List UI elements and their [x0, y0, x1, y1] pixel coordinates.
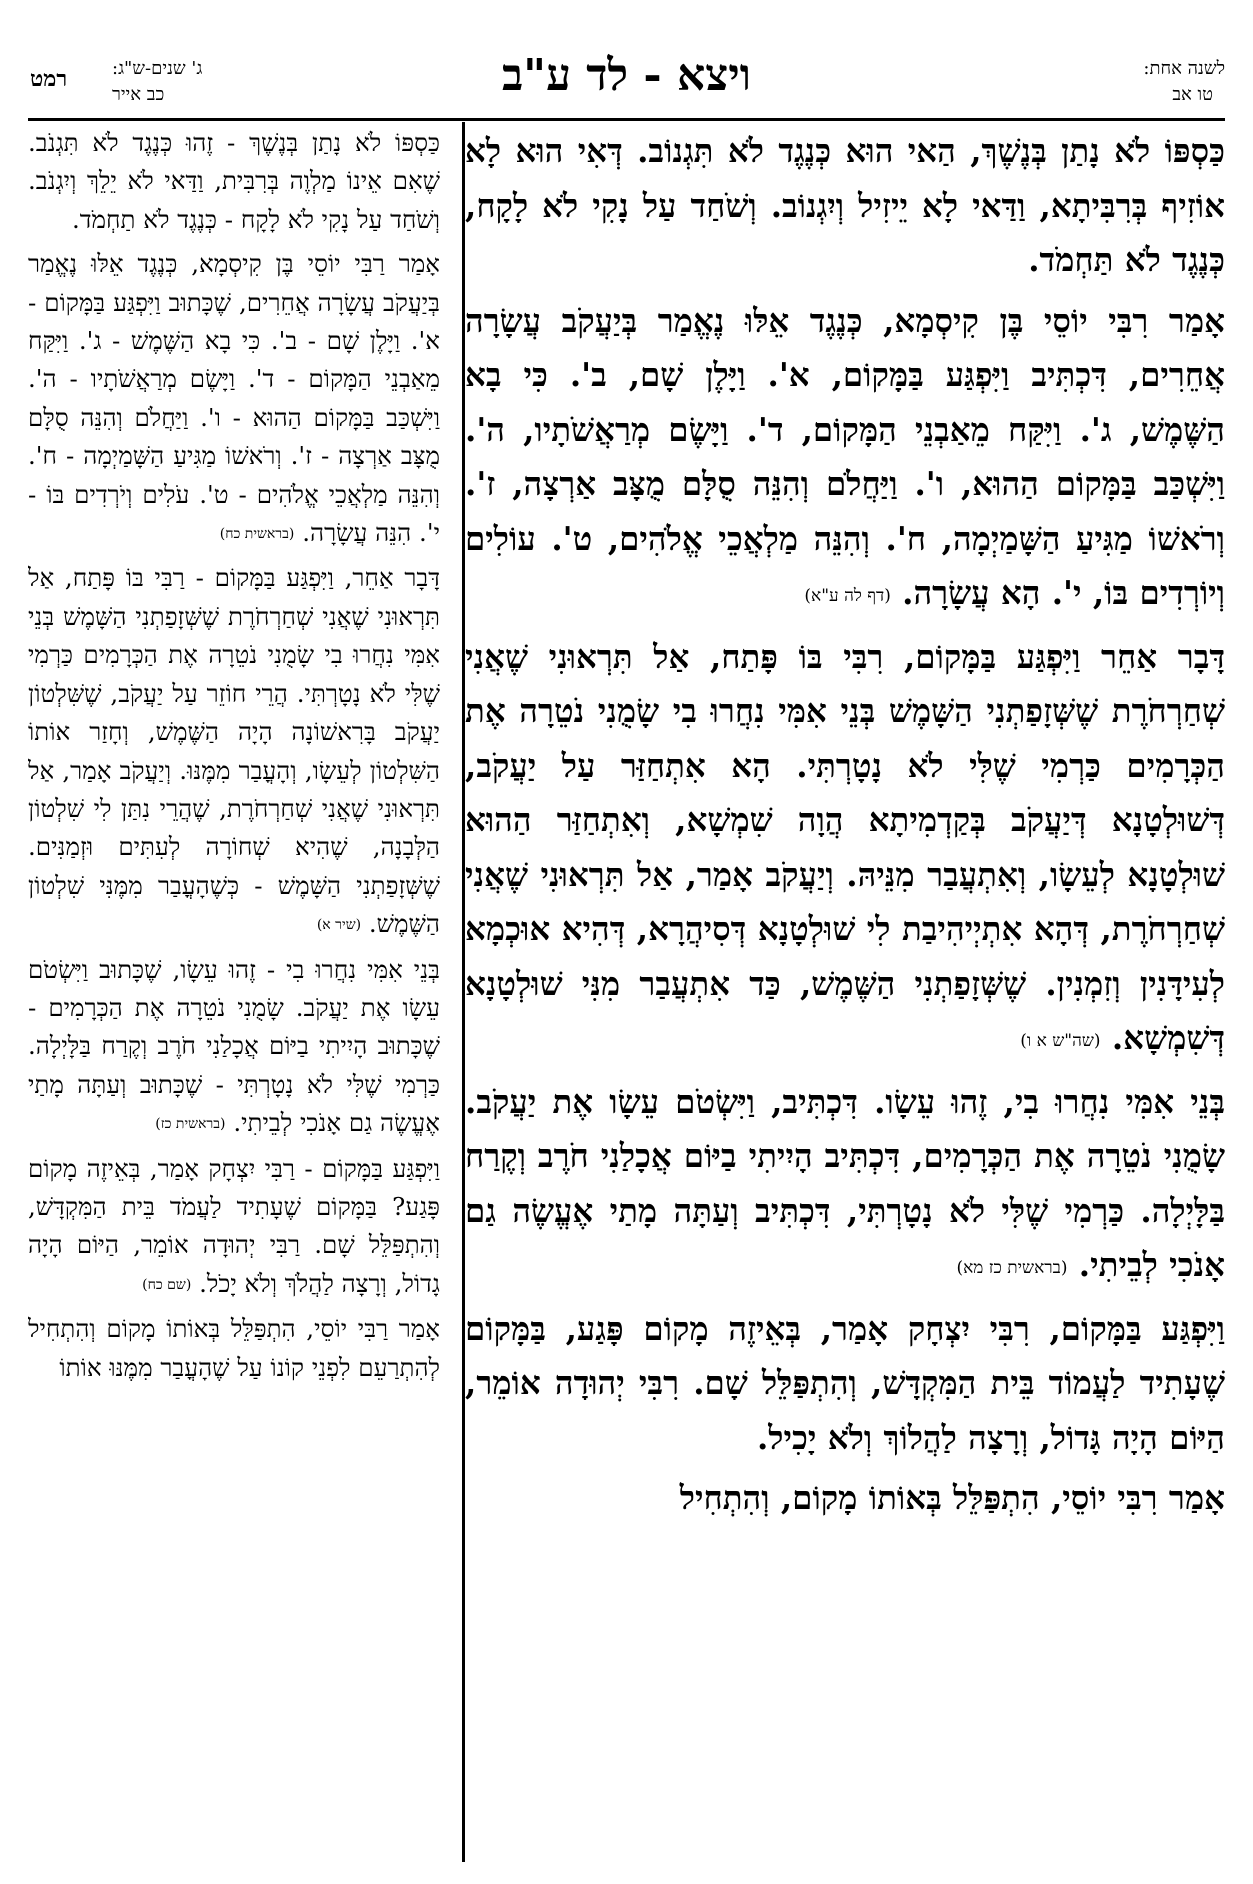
- source-reference: (שם כח): [142, 1276, 192, 1293]
- source-reference: (שיר א): [316, 917, 362, 934]
- main-paragraph: בְּנֵי אִמִּי נִחֲרוּ בִי, זֶהוּ עֵשָׂו. דִּכְתִּיב, וַיִּשְׂטֹם עֵשָׂו אֶת יַעֲקֹב. שָׂמֻנִי נֹטֵרָה אֶת הַכְּרָמִים, דִּכְתִּיב הָיִיתִי בַיּוֹם אֲכָלַנִי חֹרֶב וְקֶרַח בַּלָּיְלָה. כַּרְמִי שֶׁלִּי לֹא נָטָרְתִּי, דִּכְתִּיב וְעַתָּה מָתַי אֶעֱשֶׂה גַם אָנֹכִי לְבֵיתִי. (בראשית כז מא): [465, 1081, 1225, 1284]
- main-text-column: [465, 124, 1225, 1856]
- translation-paragraph: כַּסְפּוֹ לֹא נָתַן בְּנֶשֶׁךְ - זֶהוּ כְּנֶגֶד לֹא תִּגְנֹב. שֶׁאִם אֵינוֹ מַלְוֶה בְּרִבִּית, וַדַּאי לֹא יֵלֵךְ וְיִגְנֹב. וְשֹׁחַד עַל נָקִי לֹא לָקָח - כְּנֶגֶד לֹא תַחְמֹד.: [28, 128, 440, 234]
- translation-paragraph: אָמַר רַבִּי יוֹסֵי, הִתְפַּלֵּל בְּאוֹתוֹ מָקוֹם וְהִתְחִיל לְהִתְרַעֵם לִפְנֵי קוֹנוֹ עַל שֶׁהָעֳבַר מִמֶּנּוּ אוֹתוֹ: [28, 1314, 440, 1382]
- page-number-label: רמט: [30, 66, 68, 92]
- page-title: ויצא - לד ע"ב: [501, 50, 752, 101]
- schedule-three-year-label: ג' שנים-ש"ג:: [112, 58, 203, 79]
- source-reference: (בראשית כז): [155, 1116, 226, 1133]
- main-paragraph: אָמַר רִבִּי יוֹסֵי, הִתְפַּלֵּל בְּאוֹתוֹ מָקוֹם, וְהִתְחִיל: [679, 1478, 1225, 1517]
- translation-paragraph: דָּבָר אַחֵר, וַיִּפְגַּע בַּמָּקוֹם - רַבִּי בּוֹ פָּתַח, אַל תִּרְאוּנִי שֶׁאֲנִי שְׁחַרְחֹרֶת שֶׁשְּׁזָפַתְנִי הַשָּׁמֶשׁ בְּנֵי אִמִּי נִחֲרוּ בִי שָׂמֻנִי נֹטֵרָה אֶת הַכְּרָמִים כַּרְמִי שֶׁלִּי לֹא נָטָרְתִּי. הֲרֵי חוֹזֵר עַל יַעֲקֹב, שֶׁשִּׁלְטוֹן יַעֲקֹב בָּרִאשׁוֹנָה הָיָה הַשֶּׁמֶשׁ, וְחָזַר אוֹתוֹ הַשִּׁלְטוֹן לְעֵשָׂו, וְהָעֳבַר מִמֶּנּוּ. וְיַעֲקֹב אָמַר, אַל תִּרְאוּנִי שֶׁאֲנִי שְׁחַרְחֹרֶת, שֶׁהֲרֵי נִתַּן לִי שִׁלְטוֹן הַלְּבָנָה, שֶׁהִיא שְׁחוֹרָה לְעִתִּים וּזְמַנִּים. שֶׁשְּׁזָפַתְנִי הַשָּׁמֶשׁ - כְּשֶׁהָעֳבַר מִמֶּנִּי שִׁלְטוֹן הַשֶּׁמֶשׁ. (שיר א): [28, 563, 440, 939]
- schedule-one-year-label: לשנה אחת:: [1143, 58, 1225, 79]
- column-divider: [462, 122, 465, 1862]
- source-reference: (שה"ש א ו): [1020, 1031, 1101, 1051]
- translation-paragraph: אָמַר רַבִּי יוֹסֵי בֶּן קִיסְמָא, כְּנֶגֶד אֵלּוּ נֶאֱמַר בְּיַעֲקֹב עֲשָׂרָה אֲחֵרִים, שֶׁכָּתוּב וַיִּפְגַּע בַּמָּקוֹם - א'. וַיָּלֶן שָׁם - ב'. כִּי בָא הַשֶּׁמֶשׁ - ג'. וַיִּקַּח מֵאַבְנֵי הַמָּקוֹם - ד'. וַיָּשֶׂם מְרַאֲשֹׁתָיו - ה'. וַיִּשְׁכַּב בַּמָּקוֹם הַהוּא - ו'. וַיַּחֲלֹם וְהִנֵּה סֻלָּם מֻצָּב אַרְצָה - ז'. וְרֹאשׁוֹ מַגִּיעַ הַשָּׁמַיְמָה - ח'. וְהִנֵּה מַלְאֲכֵי אֱלֹהִים - ט'. עֹלִים וְיֹרְדִים בּוֹ - י'. הִנֵּה עֲשָׂרָה. (בראשית כח): [28, 249, 440, 548]
- schedule-one-year-date: טו אב: [1172, 84, 1213, 105]
- translation-paragraph: בְּנֵי אִמִּי נִחֲרוּ בִי - זֶהוּ עֵשָׂו, שֶׁכָּתוּב וַיִּשְׂטֹם עֵשָׂו אֶת יַעֲקֹב. שָׂמֻנִי נֹטֵרָה אֶת הַכְּרָמִים - שֶׁכָּתוּב הָיִיתִי בַיּוֹם אֲכָלַנִי חֹרֶב וְקֶרַח בַּלָּיְלָה. כַּרְמִי שֶׁלִּי לֹא נָטָרְתִּי - שֶׁכָּתוּב וְעַתָּה מָתַי אֶעֱשֶׂה גַם אָנֹכִי לְבֵיתִי. (בראשית כז): [28, 954, 440, 1138]
- source-reference: (בראשית כז מא): [956, 1258, 1068, 1278]
- main-paragraph: דָּבָר אַחֵר וַיִּפְגַּע בַּמָּקוֹם, רִבִּי בּוֹ פָּתַח, אַל תִּרְאוּנִי שֶׁאֲנִי שְׁחַרְחֹרֶת שֶׁשְּׁזָפַתְנִי הַשָּׁמֶשׁ בְּנֵי אִמִּי נִחֲרוּ בִי שָׂמֻנִי נֹטֵרָה אֶת הַכְּרָמִים כַּרְמִי שֶׁלִּי לֹא נָטָרְתִּי. הָא אִתְחַזַּר עַל יַעֲקֹב, דְּשׁוּלְטָנָא דְּיַעֲקֹב בְּקַדְמִיתָא הֲוָה שִׁמְשָׁא, וְאִתְחַזַּר הַהוּא שׁוּלְטָנָא לְעֵשָׂו, וְאִתְעֲבַר מִנֵּיהּ. וְיַעֲקֹב אָמַר, אַל תִּרְאוּנִי שֶׁאֲנִי שְׁחַרְחֹרֶת, דְּהָא אִתְיְיהִיבַת לִי שׁוּלְטָנָא דְּסִיהֲרָא, דְּהִיא אוּכְמָא לְעִידָּנִין וְזִמְנִין. שֶׁשְּׁזָפַתְנִי הַשֶּׁמֶשׁ, כַּד אִתְעֲבַר מִנִּי שׁוּלְטָנָא דְּשִׁמְשָׁא. (שה"ש א ו): [465, 636, 1225, 1057]
- main-paragraph: כַּסְפּוֹ לֹא נָתַן בְּנֶשֶׁךְ, הַאי הוּא כְּנֶגֶד לֹא תִּגְנוֹב. דְּאִי הוּא לָא אוֹזִיף בְּרִבִּיתָא, וַדַּאי לָא יֵיזִיל וְיִגְנוֹב. וְשֹׁחַד עַל נָקִי לֹא לָקָח, כְּנֶגֶד לֹא תַּחְמֹד.: [465, 131, 1225, 279]
- schedule-three-year-date: כב אייר: [112, 84, 165, 105]
- source-reference: (בראשית כח): [219, 526, 295, 543]
- main-paragraph: אָמַר רִבִּי יוֹסֵי בֶּן קִיסְמָא, כְּנֶגֶד אֵלּוּ נֶאֱמַר בְּיַעֲקֹב עֲשָׂרָה אֲחֵרִים, דִּכְתִּיב וַיִּפְגַּע בַּמָּקוֹם, א'. וַיָּלֶן שָׁם, ב'. כִּי בָא הַשֶּׁמֶשׁ, ג'. וַיִּקַּח מֵאַבְנֵי הַמָּקוֹם, ד'. וַיָּשֶׂם מְרַאֲשֹׁתָיו, ה'. וַיִּשְׁכַּב בַּמָּקוֹם הַהוּא, ו'. וַיַּחֲלֹם וְהִנֵּה סֻלָּם מֻצָּב אַרְצָה, ז'. וְרֹאשׁוֹ מַגִּיעַ הַשָּׁמַיְמָה, ח'. וְהִנֵּה מַלְאֲכֵי אֱלֹהִים, ט'. עוֹלִים וְיוֹרְדִים בּוֹ, י'. הָא עֲשָׂרָה. (דף לה ע"א): [465, 300, 1225, 612]
- translation-column: [28, 124, 440, 1856]
- header-rule: [28, 118, 1225, 121]
- main-paragraph: וַיִּפְגַּע בַּמָּקוֹם, רִבִּי יִצְחָק אָמַר, בְּאֵיזֶה מָקוֹם פָּגַע, בַּמָּקוֹם שֶׁעָתִיד לַעֲמוֹד בֵּית הַמִּקְדָּשׁ, וְהִתְפַּלֵּל שָׁם. רִבִּי יְהוּדָה אוֹמֵר, הַיּוֹם הָיָה גָּדוֹל, וְרָצָה לַהֲלוֹךְ וְלֹא יָכִיל.: [465, 1308, 1225, 1457]
- source-reference: (דף לה ע"א): [804, 586, 891, 606]
- translation-paragraph: וַיִּפְגַּע בַּמָּקוֹם - רַבִּי יִצְחָק אָמַר, בְּאֵיזֶה מָקוֹם פָּגַע? בַּמָּקוֹם שֶׁעָתִיד לַעֲמֹד בֵּית הַמִּקְדָּשׁ, וְהִתְפַּלֵּל שָׁם. רַבִּי יְהוּדָה אוֹמֵר, הַיּוֹם הָיָה גָדוֹל, וְרָצָה לַהֲלֹךְ וְלֹא יָכֹל. (שם כח): [28, 1153, 440, 1298]
